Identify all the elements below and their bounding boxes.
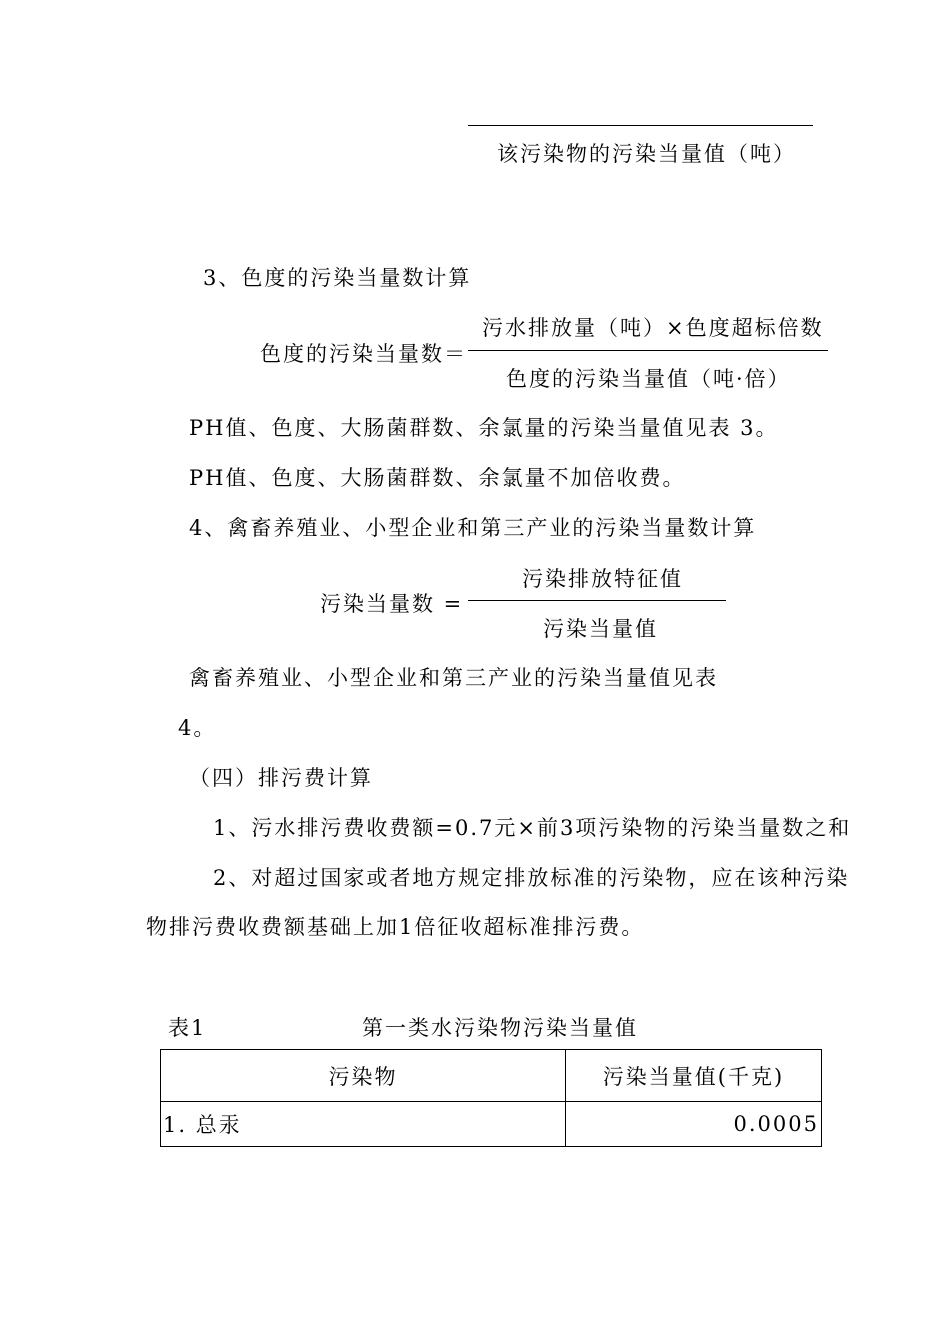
pollutant-table (160, 1049, 822, 1147)
section-4-note-line2: 4。 (178, 716, 217, 740)
section-4-note-line1: 禽畜养殖业、小型企业和第三产业的污染当量值见表 (189, 666, 718, 690)
header-pollutant: 污染物 (161, 1050, 566, 1102)
header-equivalent-value: 污染当量值(千克) (566, 1050, 822, 1102)
pe-formula-numerator: 污染排放特征值 (522, 567, 683, 591)
fee-calc-item-2-line1: 2、对超过国家或者地方规定排放标准的污染物，应在该种污染 (213, 866, 850, 890)
cell-equivalent-value: 0.0005 (566, 1102, 822, 1147)
color-fraction-bar (468, 350, 828, 351)
pe-formula-denominator: 污染当量值 (543, 617, 658, 641)
table-row (161, 1102, 822, 1147)
color-formula-numerator: 污水排放量（吨）×色度超标倍数 (482, 316, 824, 340)
pe-formula-lhs: 污染当量数 = (320, 592, 464, 616)
table-1-number: 表1 (168, 1016, 207, 1040)
fee-calc-item-2-line2: 物排污费收费额基础上加1倍征收超标准排污费。 (146, 915, 645, 939)
color-formula-lhs: 色度的污染当量数＝ (260, 342, 467, 366)
pe-fraction-bar (468, 600, 726, 601)
table-header-row (161, 1050, 822, 1102)
section-4-heading: 4、禽畜养殖业、小型企业和第三产业的污染当量数计算 (189, 516, 757, 540)
section-3-heading: 3、色度的污染当量数计算 (203, 266, 472, 290)
ph-paragraph-2: PH值、色度、大肠菌群数、余氯量不加倍收费。 (189, 466, 686, 490)
color-formula-denominator: 色度的污染当量值（吨·倍） (506, 367, 791, 391)
fee-calc-heading: （四）排污费计算 (189, 766, 373, 790)
top-formula-denominator: 该污染物的污染当量值（吨） (497, 142, 796, 166)
cell-pollutant: 1. 总汞 (161, 1102, 566, 1147)
ph-paragraph-1: PH值、色度、大肠菌群数、余氯量的污染当量值见表 3。 (189, 416, 779, 440)
top-fraction-bar (468, 125, 813, 126)
fee-calc-item-1: 1、污水排污费收费额=0.7元×前3项污染物的污染当量数之和 (213, 816, 852, 840)
table-1-title: 第一类水污染物污染当量值 (362, 1016, 638, 1040)
